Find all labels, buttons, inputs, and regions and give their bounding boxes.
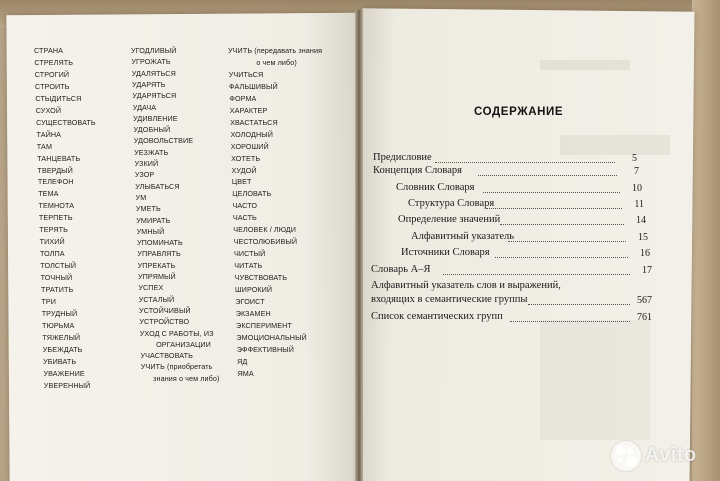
word-entry: ЧУВСТВОВАТЬ bbox=[234, 273, 288, 283]
toc-entry-label: Структура Словаря bbox=[408, 198, 495, 209]
word-entry: ТЕРПЕТЬ bbox=[38, 213, 73, 223]
toc-leader-dots bbox=[483, 192, 620, 193]
word-entry: ТРАТИТЬ bbox=[41, 285, 74, 294]
contents-title: СОДЕРЖАНИЕ bbox=[474, 106, 564, 118]
word-entry: ХОЛОДНЫЙ bbox=[230, 129, 274, 139]
word-entry: УГРОЖАТЬ bbox=[131, 57, 171, 67]
word-entry: ОРГАНИЗАЦИИ bbox=[156, 339, 211, 349]
toc-entry-label: Словник Словаря bbox=[396, 182, 475, 193]
word-entry: о чем либо) bbox=[256, 57, 297, 67]
word-entry: УСТАЛЫЙ bbox=[138, 294, 175, 304]
toc-page-number: 14 bbox=[636, 215, 646, 226]
word-entry: СУЩЕСТВОВАТЬ bbox=[36, 117, 96, 127]
word-entry: УДИВЛЕНИЕ bbox=[133, 113, 178, 123]
word-entry: ТЯЖЕЛЫЙ bbox=[42, 332, 81, 342]
word-entry: СТРАНА bbox=[34, 46, 64, 55]
word-entry: ЭКЗАМЕН bbox=[235, 308, 271, 318]
word-entry: ЧЕСТОЛЮБИВЫЙ bbox=[233, 237, 298, 247]
toc-page-number: 11 bbox=[634, 199, 644, 210]
toc-leader-dots bbox=[510, 321, 630, 322]
word-entry: ТОЧНЫЙ bbox=[40, 273, 73, 283]
toc-entry-label: Концепция Словаря bbox=[373, 165, 462, 176]
word-entry: ТРУДНЫЙ bbox=[41, 308, 78, 318]
toc-page-number: 16 bbox=[640, 248, 650, 259]
word-entry: ТЕМА bbox=[38, 189, 59, 199]
word-entry: УЛЫБАТЬСЯ bbox=[135, 181, 180, 191]
toc-entry-label: Словарь А–Я bbox=[371, 264, 431, 275]
word-entry: ЭФФЕКТИВНЫЙ bbox=[236, 344, 294, 354]
toc-page-number: 10 bbox=[632, 183, 642, 194]
toc-page-number: 567 bbox=[637, 295, 652, 306]
word-entry: УЗКИЙ bbox=[134, 159, 159, 168]
avito-logo-icon bbox=[611, 441, 641, 471]
word-entry: СТРОИТЬ bbox=[35, 81, 70, 91]
word-entry: УЕЗЖАТЬ bbox=[134, 147, 169, 157]
toc-leader-dots bbox=[500, 224, 624, 225]
toc-leader-dots bbox=[508, 241, 626, 242]
word-entry: ТАЙНА bbox=[36, 129, 62, 139]
word-entry: ТЕРЯТЬ bbox=[39, 225, 68, 235]
word-entry: УДАРЯТЬСЯ bbox=[132, 91, 177, 101]
word-entry: УДАЧА bbox=[132, 102, 157, 112]
word-entry: ТАНЦЕВАТЬ bbox=[37, 153, 81, 163]
word-entry: ЭКСПЕРИМЕНТ bbox=[236, 320, 292, 330]
word-entry: СУХОЙ bbox=[35, 105, 62, 115]
toc-entry-label: Источники Словаря bbox=[401, 247, 490, 258]
word-entry: ЯМА bbox=[237, 368, 254, 378]
word-entry: ЦЕЛОВАТЬ bbox=[232, 189, 272, 199]
avito-watermark bbox=[611, 441, 715, 473]
word-entry: УПОМИНАТЬ bbox=[136, 238, 183, 248]
word-entry: ЧИТАТЬ bbox=[234, 261, 263, 271]
word-entry: УСПЕХ bbox=[138, 283, 164, 293]
word-entry: ЦВЕТ bbox=[231, 177, 252, 187]
toc-entry-label: Предисловие bbox=[373, 152, 432, 163]
word-entry: УХОД С РАБОТЫ, ИЗ bbox=[139, 328, 214, 338]
word-entry: ЧИСТЫЙ bbox=[233, 249, 266, 259]
word-entry: СТРОГИЙ bbox=[34, 69, 70, 79]
word-entry: знания о чем либо) bbox=[153, 373, 220, 383]
word-entry: ТРИ bbox=[41, 296, 56, 306]
word-entry: УБИВАТЬ bbox=[43, 356, 77, 366]
toc-leader-dots bbox=[435, 162, 615, 163]
word-entry: УБЕЖДАТЬ bbox=[42, 344, 83, 354]
word-entry: ТОЛПА bbox=[39, 249, 65, 259]
word-entry: ТЕЛЕФОН bbox=[37, 177, 74, 187]
word-entry: УПРЕКАТЬ bbox=[137, 260, 176, 270]
word-entry: УМЕТЬ bbox=[135, 204, 161, 214]
word-entry: ТОЛСТЫЙ bbox=[40, 261, 77, 271]
word-entry: УМНЫЙ bbox=[136, 226, 165, 236]
word-entry: УСТОЙЧИВЫЙ bbox=[139, 305, 191, 315]
toc-entry-label: Алфавитный указатель bbox=[411, 231, 515, 242]
word-entry: ТЕМНОТА bbox=[38, 201, 75, 211]
word-entry: УВЕРЕННЫЙ bbox=[43, 380, 91, 390]
word-entry: ЧАСТО bbox=[232, 201, 258, 211]
word-entry: УВАЖЕНИЕ bbox=[43, 368, 85, 378]
word-entry: ЭМОЦИОНАЛЬНЫЙ bbox=[236, 332, 307, 342]
word-entry: УМ bbox=[135, 192, 147, 202]
word-entry: УЧИТЬСЯ bbox=[228, 69, 264, 79]
word-entry: ШИРОКИЙ bbox=[235, 285, 273, 294]
toc-leader-dots bbox=[443, 274, 630, 275]
word-entry: УПРАВЛЯТЬ bbox=[137, 249, 181, 259]
word-entry: ЭГОИСТ bbox=[235, 296, 265, 306]
toc-page-number: 7 bbox=[634, 166, 639, 177]
word-entry: УЧАСТВОВАТЬ bbox=[140, 351, 193, 361]
word-entry: УЗОР bbox=[134, 170, 155, 180]
word-entry: СТРЕЛЯТЬ bbox=[34, 57, 74, 67]
toc-entry-label: Алфавитный указатель слов и выражений, bbox=[371, 280, 561, 291]
word-entry: ТИХИЙ bbox=[39, 237, 65, 247]
word-entry: ЯД bbox=[237, 356, 248, 366]
word-entry: ЧАСТЬ bbox=[232, 213, 257, 223]
toc-leader-dots bbox=[528, 304, 630, 305]
word-entry: УГОДЛИВЫЙ bbox=[131, 46, 177, 55]
word-entry: УДАЛЯТЬСЯ bbox=[131, 68, 176, 78]
word-entry: УДОВОЛЬСТВИЕ bbox=[133, 136, 194, 146]
toc-page-number: 17 bbox=[642, 265, 652, 276]
word-entry: УДОБНЫЙ bbox=[133, 125, 171, 135]
word-entry: УМИРАТЬ bbox=[136, 215, 171, 225]
toc-page-number: 761 bbox=[637, 312, 652, 323]
toc-entry-label: Определение значений bbox=[398, 214, 501, 225]
word-entry: УПРЯМЫЙ bbox=[138, 272, 176, 281]
toc-leader-dots bbox=[495, 257, 628, 258]
toc-leader-dots bbox=[478, 175, 617, 176]
word-entry: ХВАСТАТЬСЯ bbox=[230, 117, 278, 127]
word-entry: ХУДОЙ bbox=[231, 165, 257, 175]
word-entry: УЧИТЬ (приобретать bbox=[140, 362, 213, 372]
word-entry: УЧИТЬ (передавать знания bbox=[228, 46, 323, 55]
toc-entry-label: входящих в семантические группы bbox=[371, 294, 528, 305]
word-entry: ЧЕЛОВЕК / ЛЮДИ bbox=[233, 225, 297, 235]
toc-page-number: 15 bbox=[638, 232, 648, 243]
word-entry: ХОТЕТЬ bbox=[231, 153, 261, 163]
word-entry: ХОРОШИЙ bbox=[230, 141, 269, 151]
word-entry: ТАМ bbox=[36, 141, 53, 151]
toc-page-number: 5 bbox=[632, 153, 637, 164]
word-entry: ФОРМА bbox=[229, 93, 257, 103]
word-entry: СТЫДИТЬСЯ bbox=[35, 93, 82, 103]
toc-entry-label: Список семантических групп bbox=[371, 311, 503, 322]
word-entry: ТЮРЬМА bbox=[42, 320, 75, 330]
word-entry: УДАРЯТЬ bbox=[132, 79, 166, 89]
word-entry: УСТРОЙСТВО bbox=[139, 317, 190, 327]
word-entry: ХАРАКТЕР bbox=[229, 105, 268, 115]
word-entry: ФАЛЬШИВЫЙ bbox=[229, 81, 278, 91]
word-entry: ТВЕРДЫЙ bbox=[37, 165, 73, 175]
avito-watermark-text: Avito bbox=[645, 444, 697, 466]
toc-leader-dots bbox=[486, 208, 622, 209]
